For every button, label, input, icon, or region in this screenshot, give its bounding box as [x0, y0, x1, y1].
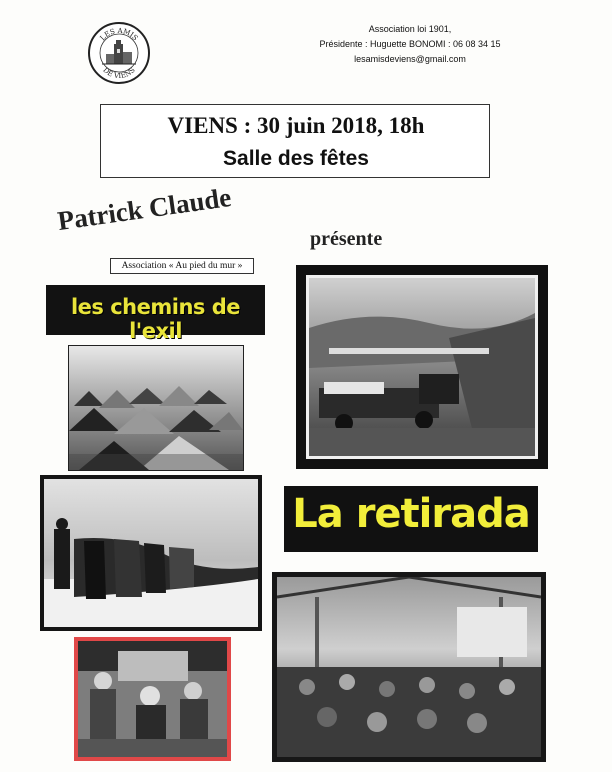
- refugee-children-photo: [74, 637, 231, 761]
- association-info: [280, 22, 540, 67]
- association-president-line: Présidente : Huguette BONOMI : 06 08 34 15: [319, 39, 501, 49]
- logo-text-top: LES AMIS: [98, 26, 140, 43]
- author-name: Patrick Claude: [55, 181, 233, 237]
- association-tag: Association « Au pied du mur »: [110, 258, 254, 274]
- exil-title-banner: [46, 285, 265, 343]
- association-email[interactable]: lesamisdeviens@gmail.com: [354, 54, 466, 64]
- refugee-column-walking-photo: [40, 475, 262, 631]
- association-logo: [88, 22, 150, 84]
- refugee-camp-tents-photo: [68, 345, 244, 471]
- association-legal-line: Association loi 1901,: [368, 24, 452, 34]
- retirada-title: La retirada: [292, 491, 530, 537]
- retirada-title-banner: [284, 486, 538, 552]
- svg-text:DE VIENS: [101, 66, 137, 80]
- logo-text-bottom: DE VIENS: [101, 66, 137, 81]
- presents-label: présente: [310, 228, 383, 250]
- exil-title: les chemins de l'exil: [70, 295, 240, 343]
- event-date: VIENS : 30 juin 2018, 18h: [167, 113, 425, 138]
- event-title-box: [100, 104, 490, 178]
- truck-convoy-photo: [296, 265, 548, 469]
- crowded-hall-photo: [272, 572, 546, 762]
- event-venue: Salle des fêtes: [223, 147, 369, 170]
